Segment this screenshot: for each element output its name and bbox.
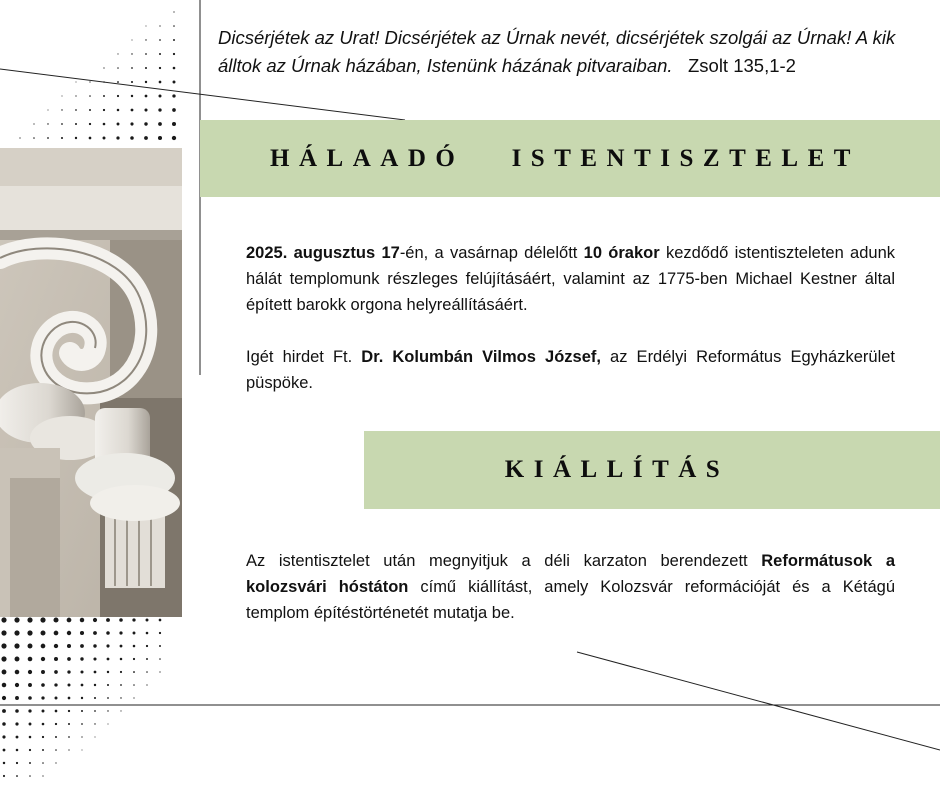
halftone-dot xyxy=(172,108,176,112)
halftone-dot xyxy=(67,631,71,635)
halftone-dot xyxy=(133,632,136,635)
halftone-dot xyxy=(94,723,95,724)
halftone-dot xyxy=(19,137,20,138)
baroque-capital-photo xyxy=(0,148,182,617)
halftone-dot xyxy=(3,775,5,777)
exhibition-lead: Az istentisztelet után megnyitjuk a déli karzaton berendezett xyxy=(246,552,762,570)
halftone-dot xyxy=(80,618,84,622)
halftone-dot xyxy=(54,670,58,674)
halftone-dot xyxy=(41,670,45,674)
halftone-dot xyxy=(1,617,6,622)
service-title: HÁLAADÓ ISTENTISZTELET xyxy=(270,144,860,172)
service-date-suffix: -én, a vasárnap délelőtt xyxy=(399,244,584,262)
exhibition-description: című kiállítást, amely Kolozsvár reformációját és a Kétágú templom építéstörténetét mutatja be. xyxy=(246,578,895,622)
halftone-dot xyxy=(131,53,132,54)
diagonal-rule-bottom xyxy=(577,652,940,750)
halftone-dot xyxy=(42,749,44,751)
halftone-dot xyxy=(172,94,175,97)
halftone-dot xyxy=(93,644,96,647)
halftone-dot xyxy=(1,643,6,648)
halftone-dot xyxy=(68,710,70,712)
halftone-dot xyxy=(68,749,69,750)
halftone-dot xyxy=(144,136,148,140)
exhibition-title-band xyxy=(364,431,940,509)
halftone-dot xyxy=(131,39,132,40)
halftone-dot xyxy=(68,736,70,738)
halftone-dot xyxy=(103,67,104,68)
halftone-dot xyxy=(94,736,95,737)
halftone-dot xyxy=(146,671,148,673)
halftone-dot xyxy=(27,630,32,635)
exhibition-paragraph xyxy=(246,548,895,626)
halftone-dot xyxy=(133,658,135,660)
halftone-dot xyxy=(107,671,109,673)
halftone-dot xyxy=(76,82,77,83)
halftone-dot xyxy=(173,67,176,70)
halftone-dot xyxy=(94,710,96,712)
halftone-dot xyxy=(106,644,109,647)
halftone-dot xyxy=(120,697,121,698)
halftone-dot xyxy=(29,749,31,751)
halftone-dot xyxy=(15,683,19,687)
halftone-dot xyxy=(16,736,19,739)
halftone-dot xyxy=(159,619,162,622)
halftone-dot xyxy=(40,617,45,622)
halftone-dot xyxy=(159,645,161,647)
halftone-dot xyxy=(107,697,109,699)
halftone-dot xyxy=(14,617,19,622)
halftone-dot xyxy=(158,122,162,126)
halftone-dot xyxy=(145,39,146,40)
halftone-dot xyxy=(80,631,84,635)
halftone-dot xyxy=(33,137,35,139)
halftone-dot xyxy=(41,631,46,636)
halftone-dot xyxy=(29,775,31,777)
halftone-dot xyxy=(173,81,176,84)
halftone-dot xyxy=(81,723,83,725)
halftone-dot xyxy=(93,631,97,635)
halftone-dot xyxy=(107,658,110,661)
preacher-paragraph xyxy=(246,344,895,396)
halftone-dot xyxy=(146,645,148,647)
halftone-dot xyxy=(159,25,160,26)
halftone-dot xyxy=(94,697,96,699)
halftone-dot xyxy=(29,736,32,739)
halftone-dot xyxy=(15,709,19,713)
halftone-dot xyxy=(41,657,45,661)
halftone-dot xyxy=(158,94,161,97)
halftone-dot xyxy=(2,722,6,726)
halftone-dot xyxy=(47,109,48,110)
halftone-dot xyxy=(55,710,58,713)
halftone-dot xyxy=(117,95,119,97)
halftone-dot xyxy=(28,657,33,662)
halftone-dot xyxy=(146,632,149,635)
halftone-dot xyxy=(29,723,32,726)
halftone-dot xyxy=(120,710,121,711)
halftone-dot xyxy=(117,67,119,69)
halftone-dots-bottom xyxy=(1,617,161,777)
halftone-dot xyxy=(103,95,105,97)
halftone-dot xyxy=(120,671,122,673)
service-description: kezdődő istentiszteleten adunk hálát templomunk részleges felújításáért, valamint az 1775-ben Michael Kestner által épített barokk orgona helyreállításáért. xyxy=(246,244,895,314)
halftone-dot xyxy=(47,137,49,139)
halftone-dot xyxy=(145,67,147,69)
halftone-dot xyxy=(2,683,7,688)
halftone-dot xyxy=(89,95,91,97)
halftone-dot xyxy=(29,762,31,764)
halftone-dot xyxy=(54,631,59,636)
halftone-dot xyxy=(131,67,133,69)
halftone-dot xyxy=(80,657,83,660)
halftone-dot xyxy=(42,710,45,713)
halftone-dot xyxy=(42,723,45,726)
halftone-dot xyxy=(75,137,77,139)
halftone-dot xyxy=(67,683,70,686)
halftone-dot xyxy=(55,697,58,700)
exhibition-title: KIÁLLÍTÁS xyxy=(504,456,730,483)
halftone-dot xyxy=(106,631,110,635)
halftone-dot xyxy=(2,696,6,700)
halftone-dot xyxy=(173,39,175,41)
halftone-dot xyxy=(28,683,32,687)
halftone-dot xyxy=(16,749,19,752)
halftone-dot xyxy=(47,123,48,124)
halftone-dot xyxy=(15,657,20,662)
halftone-dot xyxy=(42,736,44,738)
halftone-dot xyxy=(159,39,161,41)
halftone-dot xyxy=(27,617,32,622)
halftone-dot xyxy=(107,684,109,686)
halftone-dot xyxy=(103,137,106,140)
halftone-dot xyxy=(3,749,6,752)
halftone-dot xyxy=(15,722,18,725)
halftone-dot xyxy=(55,762,56,763)
halftone-dot xyxy=(2,735,5,738)
halftone-dot xyxy=(55,736,57,738)
halftone-dot xyxy=(117,123,120,126)
halftone-dot xyxy=(42,762,44,764)
halftone-dot xyxy=(16,762,18,764)
halftone-dot xyxy=(68,697,71,700)
halftone-dot xyxy=(55,749,57,751)
halftone-dot xyxy=(159,67,161,69)
halftone-dot xyxy=(89,81,90,82)
halftone-dot xyxy=(120,658,123,661)
service-time: 10 órakor xyxy=(583,244,660,262)
halftone-dot xyxy=(41,683,45,687)
halftone-dot xyxy=(41,644,46,649)
quote-reference: Zsolt 135,1-2 xyxy=(687,55,796,76)
halftone-dot xyxy=(54,644,58,648)
halftone-dot xyxy=(159,81,162,84)
halftone-dot xyxy=(42,775,43,776)
halftone-dot xyxy=(133,645,136,648)
halftone-dot xyxy=(16,775,18,777)
halftone-dot xyxy=(144,108,147,111)
halftone-dot xyxy=(28,670,32,674)
halftone-dot xyxy=(94,671,97,674)
halftone-dot xyxy=(119,631,122,634)
halftone-dot xyxy=(67,657,71,661)
halftone-dot xyxy=(159,53,161,55)
halftone-dot xyxy=(158,108,161,111)
preacher-name: Dr. Kolumbán Vilmos József, xyxy=(361,348,601,366)
halftone-dot xyxy=(93,657,96,660)
halftone-dots-top xyxy=(19,11,176,140)
halftone-dot xyxy=(94,684,96,686)
halftone-dot xyxy=(61,109,62,110)
halftone-dot xyxy=(68,723,70,725)
halftone-dot xyxy=(119,618,123,622)
halftone-dot xyxy=(173,25,175,27)
preacher-lead: Igét hirdet Ft. xyxy=(246,348,362,366)
halftone-dot xyxy=(89,137,92,140)
halftone-dot xyxy=(133,684,135,686)
halftone-dot xyxy=(132,618,135,621)
halftone-dot xyxy=(130,136,134,140)
preacher-title: az Erdélyi Református Egyházkerület püspöke. xyxy=(246,348,895,392)
halftone-dot xyxy=(117,53,118,54)
scripture-quote xyxy=(218,24,924,80)
halftone-dot xyxy=(75,123,77,125)
halftone-dot xyxy=(81,697,83,699)
halftone-dot xyxy=(89,123,91,125)
halftone-dot xyxy=(75,109,77,111)
halftone-dot xyxy=(159,632,161,634)
quote-text: Dicsérjétek az Urat! Dicsérjétek az Úrnak nevét, dicsérjétek szolgái az Úrnak! A kik álltok az Úrnak házában, Istenünk házának pitvaraiban. xyxy=(218,27,896,76)
halftone-dot xyxy=(133,671,135,673)
halftone-dot xyxy=(75,95,76,96)
halftone-dot xyxy=(159,671,160,672)
halftone-dot xyxy=(1,630,6,635)
service-date: 2025. augusztus 17 xyxy=(246,244,400,262)
halftone-dot xyxy=(53,617,58,622)
service-title-band xyxy=(200,120,940,197)
halftone-dot xyxy=(120,645,123,648)
halftone-dot xyxy=(33,123,34,124)
halftone-dot xyxy=(2,709,6,713)
halftone-dot xyxy=(144,122,147,125)
halftone-dot xyxy=(81,710,83,712)
halftone-dot xyxy=(14,643,19,648)
halftone-dot xyxy=(103,109,105,111)
halftone-dot xyxy=(2,670,7,675)
halftone-dot xyxy=(131,95,133,97)
halftone-dot xyxy=(131,109,134,112)
halftone-dot xyxy=(131,81,133,83)
halftone-dot xyxy=(145,25,146,26)
halftone-dot xyxy=(173,53,175,55)
halftone-dot xyxy=(107,723,108,724)
halftone-dot xyxy=(81,736,82,737)
halftone-dot xyxy=(116,136,119,139)
halftone-dot xyxy=(89,109,91,111)
halftone-dot xyxy=(81,684,84,687)
halftone-dot xyxy=(117,81,119,83)
halftone-dot xyxy=(117,109,120,112)
halftone-dot xyxy=(172,122,176,126)
halftone-dot xyxy=(15,696,19,700)
halftone-dot xyxy=(146,619,149,622)
halftone-dot xyxy=(67,644,71,648)
halftone-dot xyxy=(172,136,176,140)
halftone-dot xyxy=(54,657,58,661)
halftone-dot xyxy=(28,709,31,712)
halftone-dot xyxy=(106,618,110,622)
halftone-dot xyxy=(55,723,57,725)
halftone-dot xyxy=(93,618,97,622)
halftone-dot xyxy=(81,749,82,750)
halftone-dot xyxy=(54,683,57,686)
halftone-dot xyxy=(28,644,33,649)
service-paragraph xyxy=(246,240,895,318)
halftone-dot xyxy=(3,762,5,764)
halftone-dot xyxy=(80,670,83,673)
halftone-dot xyxy=(173,11,174,12)
exhibition-name: Reformátusok a kolozsvári hóstáton xyxy=(246,552,895,596)
halftone-dot xyxy=(130,122,133,125)
halftone-dot xyxy=(80,644,84,648)
halftone-dot xyxy=(145,95,148,98)
halftone-dot xyxy=(159,658,161,660)
halftone-dot xyxy=(14,630,19,635)
halftone-dot xyxy=(61,95,62,96)
halftone-dot xyxy=(61,137,63,139)
halftone-dot xyxy=(145,53,147,55)
halftone-dot xyxy=(146,658,148,660)
halftone-dot xyxy=(146,684,147,685)
halftone-dot xyxy=(103,123,106,126)
halftone-dot xyxy=(61,123,63,125)
halftone-dot xyxy=(28,696,32,700)
halftone-dot xyxy=(41,696,44,699)
halftone-dot xyxy=(1,656,6,661)
halftone-dot xyxy=(15,670,20,675)
halftone-dot xyxy=(120,684,122,686)
halftone-dot xyxy=(145,81,147,83)
halftone-dot xyxy=(67,618,72,623)
halftone-dot xyxy=(133,697,134,698)
halftone-dot xyxy=(158,136,162,140)
halftone-dot xyxy=(107,710,108,711)
halftone-dot xyxy=(67,670,70,673)
